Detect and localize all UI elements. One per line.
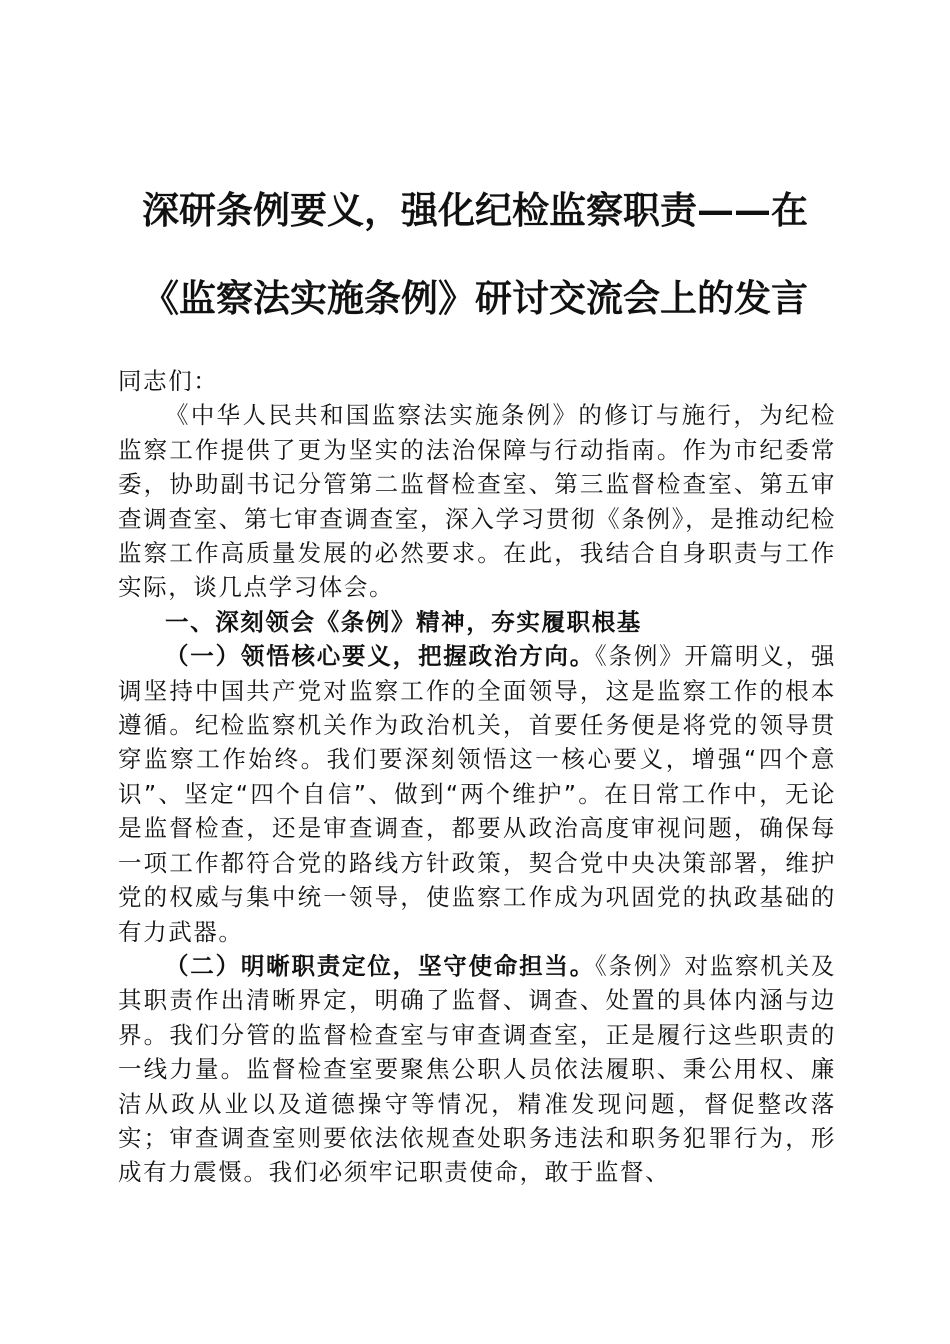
section-heading-1: 一、深刻领会《条例》精神，夯实履职根基 xyxy=(165,607,642,636)
document-body xyxy=(118,364,836,1190)
subsection-body-1: 《条例》开篇明义，强调坚持中国共产党对监察工作的全面领导，这是监察工作的根本遵循。纪检监察机关作为政治机关，首要任务便是将党的领导贯穿监察工作始终。我们要深刻领悟这一核心要义，增强“四个意识”、坚定“四个自信”、做到“两个维护”。在日常工作中，无论是监督检查，还是审查调查，都要从政治高度审视问题，确保每一项工作都符合党的路线方针政策，契合党中央决策部署，维护党的权威与集中统一领导，使监察工作成为巩固党的执政基础的有力武器。 xyxy=(118,642,836,946)
subsection-body-2: 《条例》对监察机关及其职责作出清晰界定，明确了监督、调查、处置的具体内涵与边界。我们分管的监督检查室与审查调查室，正是履行这些职责的一线力量。监督检查室要聚焦公职人员依法履职、秉公用权、廉洁从政从业以及道德操守等情况，精准发现问题，督促整改落实；审查调查室则要依法依规查处职务违法和职务犯罪行为，形成有力震慑。我们必须牢记职责使命，敢于监督、 xyxy=(118,951,836,1187)
subsection-paragraph-2 xyxy=(118,949,836,1190)
salutation: 同志们： xyxy=(118,367,219,395)
subsection-paragraph-1 xyxy=(118,639,836,949)
subsection-heading-1: （一）领悟核心要义，把握政治方向。 xyxy=(165,642,595,671)
intro-paragraph: 《中华人民共和国监察法实施条例》的修订与施行，为纪检监察工作提供了更为坚实的法治保障与行动指南。作为市纪委常委，协助副书记分管第二监督检查室、第三监督检查室、第五审查调查室、第七审查调查室，深入学习贯彻《条例》，是推动纪检监察工作高质量发展的必然要求。在此，我结合自身职责与工作实际，谈几点学习体会。 xyxy=(118,401,836,602)
document-title: 深研条例要义，强化纪检监察职责——在《监察法实施条例》研讨交流会上的发言 xyxy=(142,188,808,320)
subsection-heading-2: （二）明晰职责定位，坚守使命担当。 xyxy=(165,951,595,980)
